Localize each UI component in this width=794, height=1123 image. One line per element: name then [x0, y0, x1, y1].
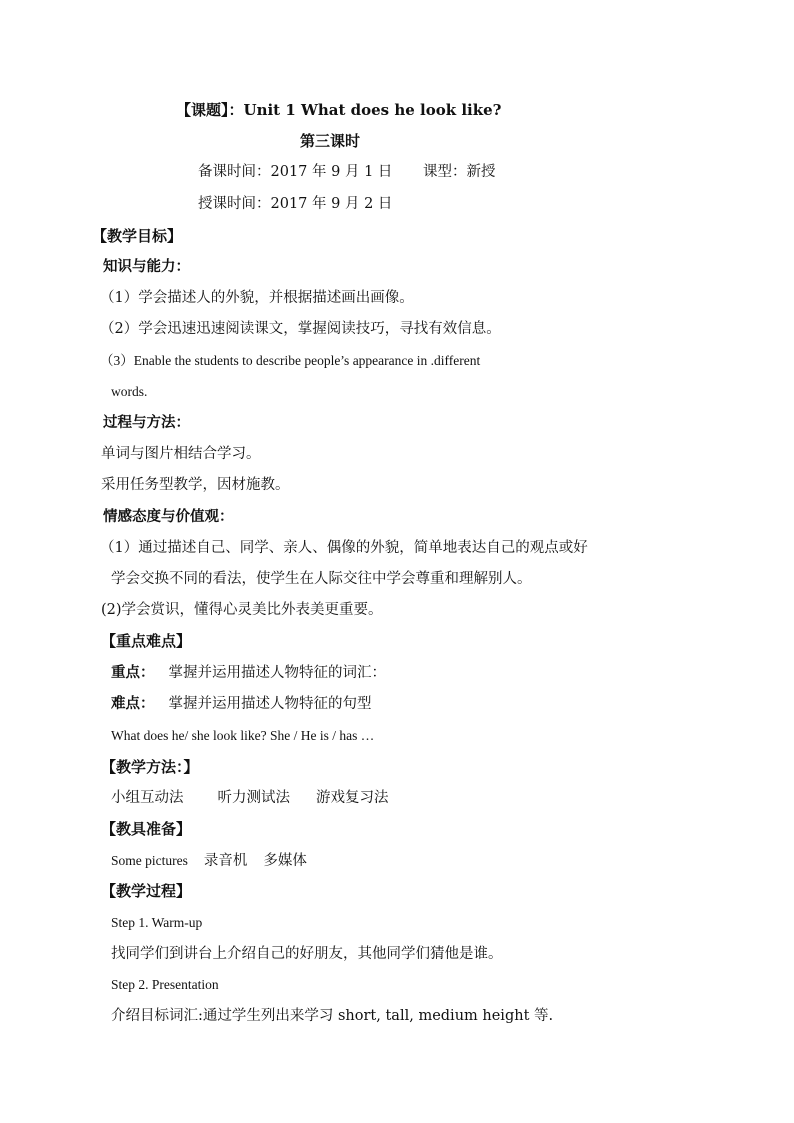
emotion-item-1: （1）通过描述自己、同学、亲人、偶像的外貌，简单地表达自己的观点或好: [100, 540, 588, 556]
method-item: 听力测试法: [217, 790, 290, 806]
example-sentence: What does he/ she look like? She / He is / has …: [111, 728, 375, 743]
procedure-heading: 【教学过程】: [101, 882, 192, 900]
emotion-item-1-cont: 学会交换不同的看法，使学生在人际交往中学会尊重和理解别人。: [111, 571, 532, 587]
step2-title: Step 2. Presentation: [111, 977, 219, 992]
emotion-item-2: (2)学会赏识，懂得心灵美比外表美更重要。: [101, 602, 383, 618]
key-label: 重点：: [111, 664, 155, 681]
methods-list: [111, 788, 389, 808]
difficult-text: 掌握并运用描述人物特征的句型: [168, 696, 372, 712]
methods-heading: 【教学方法：】: [101, 758, 199, 776]
step2-text: 介绍目标词汇:通过学生列出来学习 short, tall, medium height 等.: [111, 1008, 554, 1024]
knowledge-item-2: （2）学会迅速迅速阅读课文，掌握阅读技巧，寻找有效信息。: [100, 321, 501, 337]
difficult-label: 难点：: [111, 695, 155, 712]
tool-item: 录音机: [203, 853, 248, 869]
tools-heading: 【教具准备】: [101, 820, 192, 838]
knowledge-item-3: （3）Enable the students to describe people’s appearance in .different: [100, 353, 481, 368]
lesson-type: 课型：新授: [423, 164, 496, 180]
knowledge-item-3-cont: words.: [111, 384, 148, 399]
step1-text: 找同学们到讲台上介绍自己的好朋友，其他同学们猜他是谁。: [111, 946, 503, 962]
objectives-heading: 【教学目标】: [92, 227, 183, 245]
process-heading: 过程与方法：: [103, 414, 190, 431]
tool-item: Some pictures: [111, 853, 188, 868]
lesson-number: 第三课时: [300, 132, 361, 150]
key-text: 掌握并运用描述人物特征的词汇：: [168, 665, 386, 681]
knowledge-item-1: （1）学会描述人的外貌，并根据描述画出画像。: [100, 290, 414, 306]
difficult-point-row: [111, 694, 372, 714]
prep-time: 备课时间：2017 年 9 月 1 日: [198, 164, 393, 180]
topic-title: 【课题】：Unit 1 What does he look like?: [176, 101, 502, 119]
keypoints-heading: 【重点难点】: [101, 632, 192, 650]
method-item: 游戏复习法: [316, 790, 389, 806]
process-item-2: 采用任务型教学，因材施教。: [101, 477, 290, 493]
tools-list: [111, 851, 307, 871]
process-item-1: 单词与图片相结合学习。: [101, 446, 261, 462]
emotion-heading: 情感态度与价值观：: [103, 508, 234, 525]
knowledge-heading: 知识与能力：: [103, 258, 190, 275]
teach-time: 授课时间：2017 年 9 月 2 日: [198, 196, 393, 212]
method-item: 小组互动法: [111, 790, 184, 806]
key-point-row: [111, 663, 386, 683]
tool-item: 多媒体: [263, 853, 307, 869]
step1-title: Step 1. Warm-up: [111, 915, 203, 930]
